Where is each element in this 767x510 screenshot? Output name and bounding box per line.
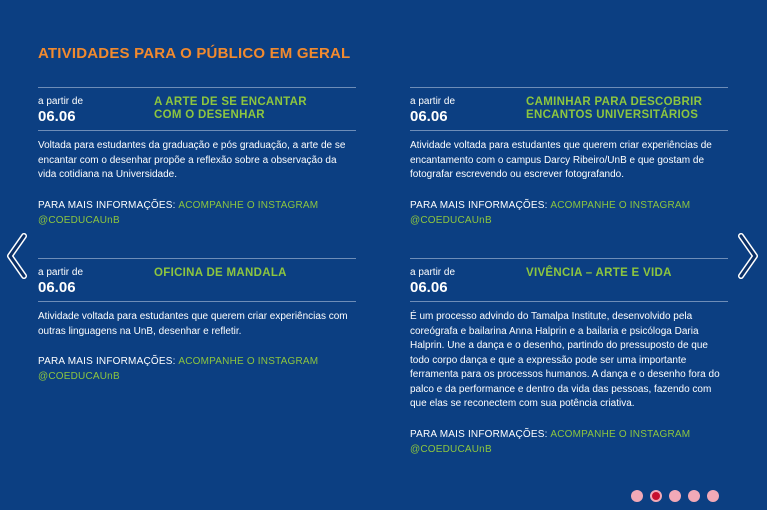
more-info-label: PARA MAIS INFORMAÇÕES: bbox=[410, 428, 548, 440]
date-prefix: a partir de bbox=[410, 267, 456, 278]
activity-card bbox=[410, 87, 728, 228]
instagram-handle[interactable]: @COEDUCAUnB bbox=[38, 214, 120, 226]
activity-description: Atividade voltada para estudantes que querem criar experiências de encantamento com o campus Darcy Ribeiro/UnB e que gostam de fotografar escrevendo ou escrever fotografando. bbox=[410, 140, 712, 180]
more-info bbox=[410, 198, 728, 228]
more-info bbox=[38, 198, 356, 228]
chevron-right-icon bbox=[735, 233, 761, 279]
activity-date: 06.06 bbox=[410, 279, 448, 296]
activity-date: 06.06 bbox=[38, 108, 76, 125]
activity-description: É um processo advindo do Tamalpa Institute, desenvolvido pela coreógrafa e bailarina Anna Halprin e a bailaria e psicóloga Daria Halprin. Une a dança e o desenho, partindo do pressuposto de que todo corpo dança e que a expressão pode ser uma importante ferramenta para os processos humanos. A dança e o desenho fora do palco e da performance e dentro da vida das pessoas, fazendo com que elas se reconectem com sua potência criativa. bbox=[410, 311, 720, 409]
card-header bbox=[410, 88, 728, 130]
page-dot[interactable] bbox=[631, 490, 643, 502]
activity-title: OFICINA DE MANDALA bbox=[154, 267, 287, 279]
more-info-label: PARA MAIS INFORMAÇÕES: bbox=[38, 199, 176, 211]
more-info bbox=[38, 354, 356, 384]
activity-description: Voltada para estudantes da graduação e pós graduação, a arte de se encantar com o desenhar propõe a reflexão sobre a observação da vida cotidiana na Universidade. bbox=[38, 140, 346, 180]
date-prefix: a partir de bbox=[38, 267, 84, 278]
more-info-label: PARA MAIS INFORMAÇÕES: bbox=[38, 356, 176, 367]
page-dot-active[interactable] bbox=[650, 490, 662, 502]
activity-title: VIVÊNCIA – ARTE E VIDA bbox=[526, 267, 672, 279]
page-dot[interactable] bbox=[688, 490, 700, 502]
more-info bbox=[410, 427, 728, 457]
instagram-link[interactable]: ACOMPANHE O INSTAGRAM bbox=[550, 428, 691, 440]
chevron-left-icon bbox=[4, 233, 30, 279]
page-dot[interactable] bbox=[707, 490, 719, 502]
activity-title: CAMINHAR PARA DESCOBRIR ENCANTOS UNIVERSITÁRIOS bbox=[526, 96, 703, 121]
activity-card bbox=[38, 87, 356, 228]
card-header bbox=[38, 88, 356, 130]
divider bbox=[410, 130, 728, 131]
next-slide-button[interactable] bbox=[735, 233, 761, 279]
pagination bbox=[631, 490, 719, 502]
instagram-link[interactable]: ACOMPANHE O INSTAGRAM bbox=[550, 199, 691, 211]
activity-date: 06.06 bbox=[38, 279, 76, 296]
card-header bbox=[38, 259, 356, 301]
activity-description: Atividade voltada para estudantes que querem criar experiências com outras linguagens na UnB, desenhar e refletir. bbox=[38, 311, 348, 337]
activity-card bbox=[38, 258, 356, 384]
more-info-label: PARA MAIS INFORMAÇÕES: bbox=[410, 199, 548, 211]
activity-card bbox=[410, 258, 728, 457]
instagram-handle[interactable]: @COEDUCAUnB bbox=[38, 371, 120, 382]
date-prefix: a partir de bbox=[38, 96, 84, 107]
divider bbox=[410, 301, 728, 302]
prev-slide-button[interactable] bbox=[4, 233, 30, 279]
section-title: ATIVIDADES PARA O PÚBLICO EM GERAL bbox=[38, 45, 351, 62]
instagram-handle[interactable]: @COEDUCAUnB bbox=[410, 443, 492, 455]
activity-date: 06.06 bbox=[410, 108, 448, 125]
divider bbox=[38, 130, 356, 131]
date-prefix: a partir de bbox=[410, 96, 456, 107]
activity-title: A ARTE DE SE ENCANTAR COM O DESENHAR bbox=[154, 96, 307, 121]
card-header bbox=[410, 259, 728, 301]
page-dot[interactable] bbox=[669, 490, 681, 502]
instagram-handle[interactable]: @COEDUCAUnB bbox=[410, 214, 492, 226]
instagram-link[interactable]: ACOMPANHE O INSTAGRAM bbox=[178, 199, 319, 211]
divider bbox=[38, 301, 356, 302]
instagram-link[interactable]: ACOMPANHE O INSTAGRAM bbox=[178, 356, 319, 367]
